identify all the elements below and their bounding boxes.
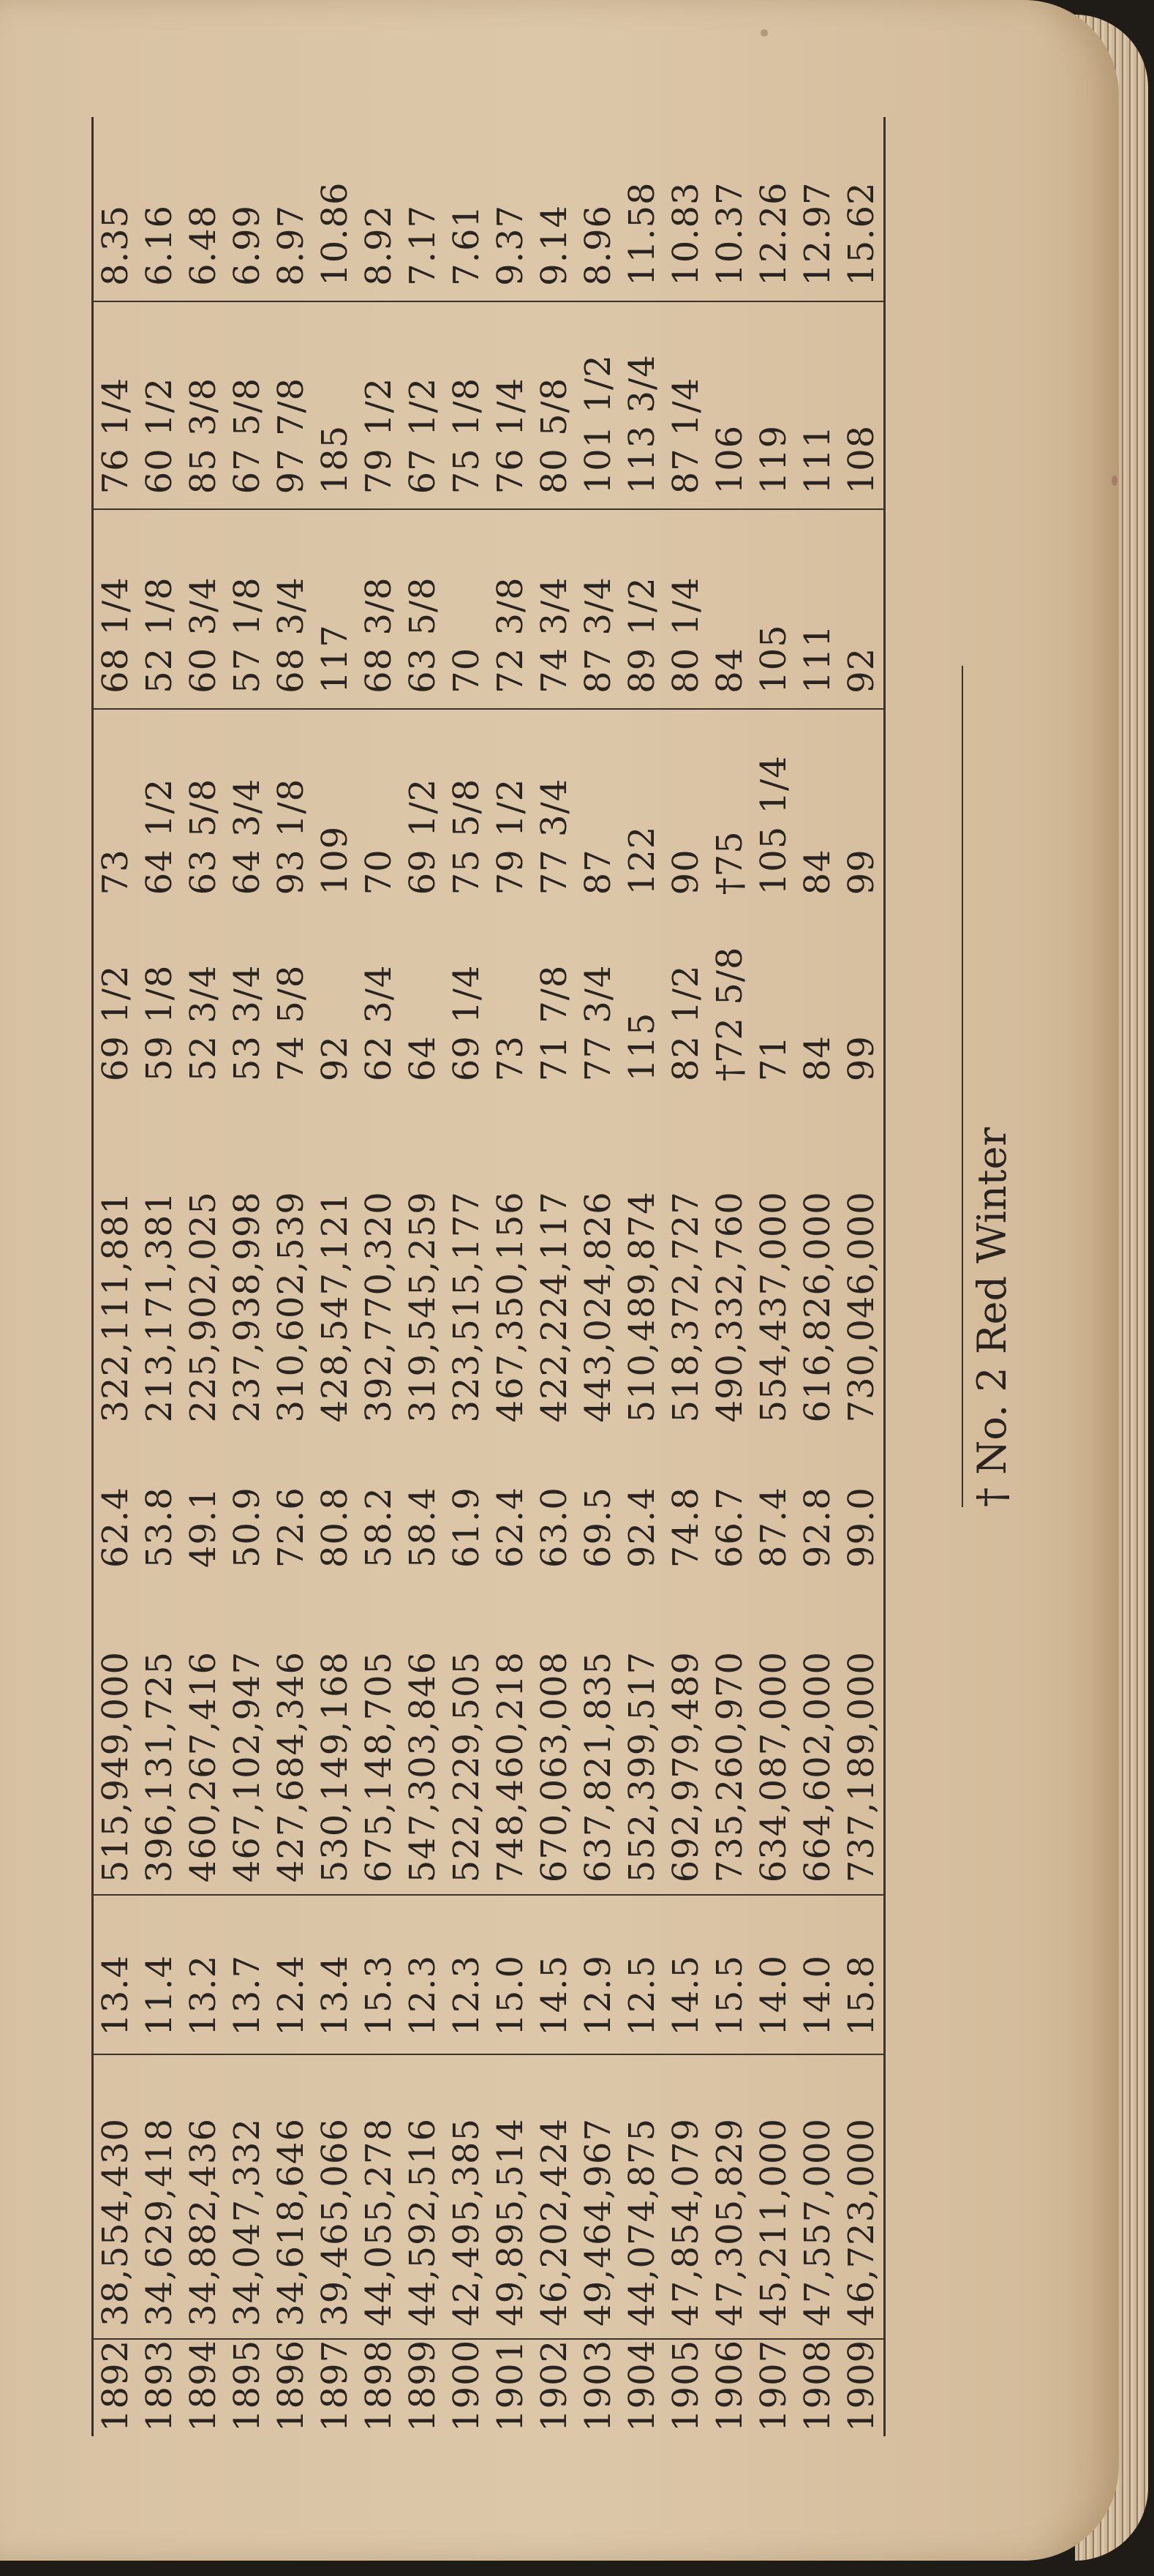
low-price-b-cell: 74 3/4 [532, 509, 576, 709]
low-price-cell: 77 3/4 [578, 964, 619, 1082]
high-price-cell: 99 [840, 709, 883, 909]
price-cell: 80.8 [314, 1487, 355, 1569]
table-row [357, 117, 401, 2436]
yield-cell: 15.3 [357, 1895, 401, 2054]
production-cell: 467,102,947 [227, 1651, 268, 1883]
yield-cell: 13.2 [181, 1895, 225, 2054]
acreage-cell: 44,055,278 [357, 2054, 401, 2339]
acreage-cell: 45,211,000 [752, 2054, 796, 2339]
yield-cell: 13.4 [94, 1895, 137, 2054]
low-price-b-cell: 111 [796, 509, 840, 709]
price-cell: 99.0 [841, 1487, 882, 1569]
year-cell: 1900 [445, 2339, 489, 2436]
yield-cell: 13.4 [313, 1895, 357, 2054]
high-price-cell: 63 5/8 [181, 709, 225, 909]
high-price-b-cell: 106 [708, 301, 752, 510]
yield-cell: 11.4 [137, 1895, 181, 2054]
high-price-b-cell: 80 5/8 [532, 301, 576, 510]
high-price-cell: 69 1/2 [401, 709, 445, 909]
acreage-cell: 47,305,829 [708, 2054, 752, 2339]
low-price-cell: 84 [797, 1035, 838, 1082]
table-row [708, 117, 752, 2436]
paper-speck [1112, 476, 1117, 486]
acreage-cell: 42,495,385 [445, 2054, 489, 2339]
value-per-acre-cell: 15.62 [841, 181, 882, 286]
table-row [840, 117, 883, 2436]
year-cell: 1906 [708, 2339, 752, 2436]
year-cell: 1902 [532, 2339, 576, 2436]
high-price-b-cell: 67 1/2 [401, 301, 445, 510]
value-per-acre-cell: 10.86 [314, 181, 355, 286]
yield-cell: 14.5 [664, 1895, 708, 2054]
yield-cell: 14.5 [532, 1895, 576, 2054]
low-price-b-cell: 70 [445, 509, 489, 709]
low-price-cell: 73 [490, 1035, 531, 1082]
production-cell: 670,063,008 [534, 1651, 575, 1883]
value-per-acre-cell: 6.48 [183, 204, 224, 286]
yield-cell: 15.0 [489, 1895, 532, 2054]
production-cell: 748,460,218 [490, 1651, 531, 1883]
production-cell: 664,602,000 [797, 1651, 838, 1883]
price-cell: 61.9 [446, 1487, 487, 1569]
price-cell: 92.4 [622, 1487, 663, 1569]
production-cell: 675,148,705 [358, 1651, 399, 1883]
value-cell: 510,489,874 [622, 1191, 663, 1423]
price-cell: 66.7 [709, 1487, 750, 1569]
wheat-statistics-table [94, 117, 883, 2436]
low-price-b-cell: 68 3/4 [269, 509, 313, 709]
yield-cell: 13.7 [225, 1895, 269, 2054]
high-price-cell: 73 [94, 709, 137, 909]
high-price-b-cell: 60 1/2 [137, 301, 181, 510]
production-cell: 460,267,416 [183, 1651, 224, 1883]
price-cell: 58.2 [358, 1487, 399, 1569]
high-price-b-cell: 67 5/8 [225, 301, 269, 510]
low-price-cell: 82 1/2 [665, 964, 706, 1082]
high-price-cell: 64 3/4 [225, 709, 269, 909]
low-price-b-cell: 72 3/8 [489, 509, 532, 709]
low-price-b-cell: 63 5/8 [401, 509, 445, 709]
table-row [445, 117, 489, 2436]
value-cell: 323,515,177 [446, 1191, 487, 1423]
high-price-b-cell: 75 1/8 [445, 301, 489, 510]
acreage-cell: 38,554,430 [94, 2054, 137, 2339]
low-price-b-cell: 52 1/8 [137, 509, 181, 709]
high-price-cell: 87 [576, 709, 620, 909]
value-cell: 422,224,117 [534, 1191, 575, 1423]
table-row [313, 117, 357, 2436]
production-cell: 735,260,970 [709, 1651, 750, 1883]
acreage-cell: 34,882,436 [181, 2054, 225, 2339]
price-cell: 62.4 [95, 1487, 136, 1569]
high-price-cell: 77 3/4 [532, 709, 576, 909]
low-price-b-cell: 68 3/8 [357, 509, 401, 709]
high-price-b-cell: 185 [313, 301, 357, 510]
year-cell: 1896 [269, 2339, 313, 2436]
low-price-cell: 92 [314, 1035, 355, 1082]
high-price-b-cell: 85 3/8 [181, 301, 225, 510]
acreage-cell: 47,557,000 [796, 2054, 840, 2339]
value-per-acre-cell: 9.37 [490, 204, 531, 286]
year-cell: 1901 [489, 2339, 532, 2436]
yield-cell: 15.8 [840, 1895, 883, 2054]
low-price-b-cell: 117 [313, 509, 357, 709]
year-cell: 1898 [357, 2339, 401, 2436]
high-price-b-cell: 108 [840, 301, 883, 510]
year-cell: 1895 [225, 2339, 269, 2436]
low-price-cell: 69 1/2 [95, 964, 136, 1082]
acreage-cell: 47,854,079 [664, 2054, 708, 2339]
production-cell: 552,399,517 [622, 1651, 663, 1883]
high-price-cell: †75 [708, 709, 752, 909]
production-cell: 515,949,000 [95, 1651, 136, 1883]
price-cell: 53.8 [139, 1487, 180, 1569]
value-per-acre-cell: 12.26 [753, 181, 794, 286]
high-price-b-cell: 76 1/4 [489, 301, 532, 510]
yield-cell: 12.5 [620, 1895, 664, 2054]
high-price-b-cell: 101 1/2 [576, 301, 620, 510]
yield-cell: 15.5 [708, 1895, 752, 2054]
table-row [620, 117, 664, 2436]
low-price-b-cell: 84 [708, 509, 752, 709]
value-cell: 490,332,760 [709, 1191, 750, 1423]
value-cell: 443,024,826 [578, 1191, 619, 1423]
acreage-cell: 34,047,332 [225, 2054, 269, 2339]
year-cell: 1909 [840, 2339, 883, 2436]
production-cell: 737,189,000 [841, 1651, 882, 1883]
value-per-acre-cell: 8.35 [95, 204, 136, 286]
low-price-cell: 62 3/4 [358, 964, 399, 1082]
low-price-b-cell: 87 3/4 [576, 509, 620, 709]
yield-cell: 14.0 [796, 1895, 840, 2054]
value-per-acre-cell: 6.16 [139, 204, 180, 286]
acreage-cell: 44,074,875 [620, 2054, 664, 2339]
acreage-cell: 49,895,514 [489, 2054, 532, 2339]
value-cell: 467,350,156 [490, 1191, 531, 1423]
price-cell: 69.5 [578, 1487, 619, 1569]
low-price-cell: 71 [753, 1035, 794, 1082]
yield-cell: 12.4 [269, 1895, 313, 2054]
high-price-cell: 79 1/2 [489, 709, 532, 909]
acreage-cell: 46,723,000 [840, 2054, 883, 2339]
high-price-b-cell: 111 [796, 301, 840, 510]
low-price-b-cell: 92 [840, 509, 883, 709]
acreage-cell: 44,592,516 [401, 2054, 445, 2339]
value-cell: 616,826,000 [797, 1191, 838, 1423]
high-price-cell: 122 [620, 709, 664, 909]
low-price-b-cell: 57 1/8 [225, 509, 269, 709]
value-cell: 237,938,998 [227, 1191, 268, 1423]
high-price-cell: 75 5/8 [445, 709, 489, 909]
yield-cell: 12.3 [401, 1895, 445, 2054]
footnote: † No. 2 Red Winter [962, 666, 1015, 1507]
value-per-acre-cell: 9.14 [534, 204, 575, 286]
high-price-cell: 109 [313, 709, 357, 909]
high-price-b-cell: 97 7/8 [269, 301, 313, 510]
table-frame [91, 117, 886, 2436]
value-per-acre-cell: 8.97 [271, 204, 312, 286]
high-price-cell: 105 1/4 [752, 709, 796, 909]
yield-cell: 12.9 [576, 1895, 620, 2054]
high-price-b-cell: 87 1/4 [664, 301, 708, 510]
value-cell: 213,171,381 [139, 1191, 180, 1423]
price-cell: 58.4 [402, 1487, 443, 1569]
year-cell: 1905 [664, 2339, 708, 2436]
value-per-acre-cell: 6.99 [227, 204, 268, 286]
table-row [269, 117, 313, 2436]
value-per-acre-cell: 8.92 [358, 204, 399, 286]
production-cell: 637,821,835 [578, 1651, 619, 1883]
yield-cell: 14.0 [752, 1895, 796, 2054]
value-cell: 518,372,727 [665, 1191, 706, 1423]
price-cell: 87.4 [753, 1487, 794, 1569]
value-cell: 310,602,539 [271, 1191, 312, 1423]
high-price-b-cell: 79 1/2 [357, 301, 401, 510]
table-row [796, 117, 840, 2436]
value-per-acre-cell: 12.97 [797, 181, 838, 286]
low-price-cell: †72 5/8 [709, 946, 750, 1082]
high-price-cell: 93 1/8 [269, 709, 313, 909]
value-cell: 428,547,121 [314, 1191, 355, 1423]
production-cell: 692,979,489 [665, 1651, 706, 1883]
value-cell: 225,902,025 [183, 1191, 224, 1423]
table-row [664, 117, 708, 2436]
high-price-b-cell: 76 1/4 [94, 301, 137, 510]
year-cell: 1897 [313, 2339, 357, 2436]
production-cell: 522,229,505 [446, 1651, 487, 1883]
value-cell: 554,437,000 [753, 1191, 794, 1423]
acreage-cell: 49,464,967 [576, 2054, 620, 2339]
year-cell: 1893 [137, 2339, 181, 2436]
high-price-b-cell: 113 3/4 [620, 301, 664, 510]
low-price-cell: 115 [622, 1012, 663, 1082]
value-per-acre-cell: 8.96 [578, 204, 619, 286]
year-cell: 1907 [752, 2339, 796, 2436]
low-price-b-cell: 105 [752, 509, 796, 709]
price-cell: 50.9 [227, 1487, 268, 1569]
high-price-cell: 84 [796, 709, 840, 909]
low-price-cell: 71 7/8 [534, 964, 575, 1082]
low-price-b-cell: 89 1/2 [620, 509, 664, 709]
table-row [752, 117, 796, 2436]
acreage-cell: 46,202,424 [532, 2054, 576, 2339]
low-price-cell: 64 [402, 1035, 443, 1082]
value-cell: 322,111,881 [95, 1191, 136, 1423]
low-price-cell: 59 1/8 [139, 964, 180, 1082]
high-price-cell: 90 [664, 709, 708, 909]
low-price-cell: 53 3/4 [227, 964, 268, 1082]
value-per-acre-cell: 7.17 [402, 204, 443, 286]
year-cell: 1894 [181, 2339, 225, 2436]
value-cell: 319,545,259 [402, 1191, 443, 1423]
price-cell: 62.4 [490, 1487, 531, 1569]
value-per-acre-cell: 10.37 [709, 181, 750, 286]
price-cell: 72.6 [271, 1487, 312, 1569]
low-price-cell: 74 5/8 [271, 964, 312, 1082]
price-cell: 74.8 [665, 1487, 706, 1569]
year-cell: 1892 [94, 2339, 137, 2436]
high-price-b-cell: 119 [752, 301, 796, 510]
table-row [94, 117, 137, 2436]
table-row [181, 117, 225, 2436]
low-price-b-cell: 60 3/4 [181, 509, 225, 709]
production-cell: 427,684,346 [271, 1651, 312, 1883]
low-price-b-cell: 80 1/4 [664, 509, 708, 709]
table-row [532, 117, 576, 2436]
year-cell: 1908 [796, 2339, 840, 2436]
table-row [137, 117, 181, 2436]
production-cell: 547,303,846 [402, 1651, 443, 1883]
acreage-cell: 34,629,418 [137, 2054, 181, 2339]
table-body [94, 117, 883, 2436]
yield-cell: 12.3 [445, 1895, 489, 2054]
production-cell: 396,131,725 [139, 1651, 180, 1883]
acreage-cell: 34,618,646 [269, 2054, 313, 2339]
value-per-acre-cell: 11.58 [622, 181, 663, 286]
value-cell: 730,046,000 [841, 1191, 882, 1423]
production-cell: 634,087,000 [753, 1651, 794, 1883]
value-per-acre-cell: 7.61 [446, 204, 487, 286]
price-cell: 63.0 [534, 1487, 575, 1569]
paper-speck [761, 29, 768, 37]
high-price-cell: 64 1/2 [137, 709, 181, 909]
table-row [401, 117, 445, 2436]
low-price-cell: 52 3/4 [183, 964, 224, 1082]
year-cell: 1904 [620, 2339, 664, 2436]
year-cell: 1903 [576, 2339, 620, 2436]
acreage-cell: 39,465,066 [313, 2054, 357, 2339]
low-price-cell: 99 [841, 1035, 882, 1082]
table-row [225, 117, 269, 2436]
production-cell: 530,149,168 [314, 1651, 355, 1883]
high-price-cell: 70 [357, 709, 401, 909]
low-price-b-cell: 68 1/4 [94, 509, 137, 709]
value-per-acre-cell: 10.83 [665, 181, 706, 286]
rotated-statistics-table [91, 117, 1020, 2436]
table-row [576, 117, 620, 2436]
value-cell: 392,770,320 [358, 1191, 399, 1423]
low-price-cell: 69 1/4 [446, 964, 487, 1082]
table-row [489, 117, 532, 2436]
year-cell: 1899 [401, 2339, 445, 2436]
price-cell: 92.8 [797, 1487, 838, 1569]
price-cell: 49.1 [183, 1487, 224, 1569]
